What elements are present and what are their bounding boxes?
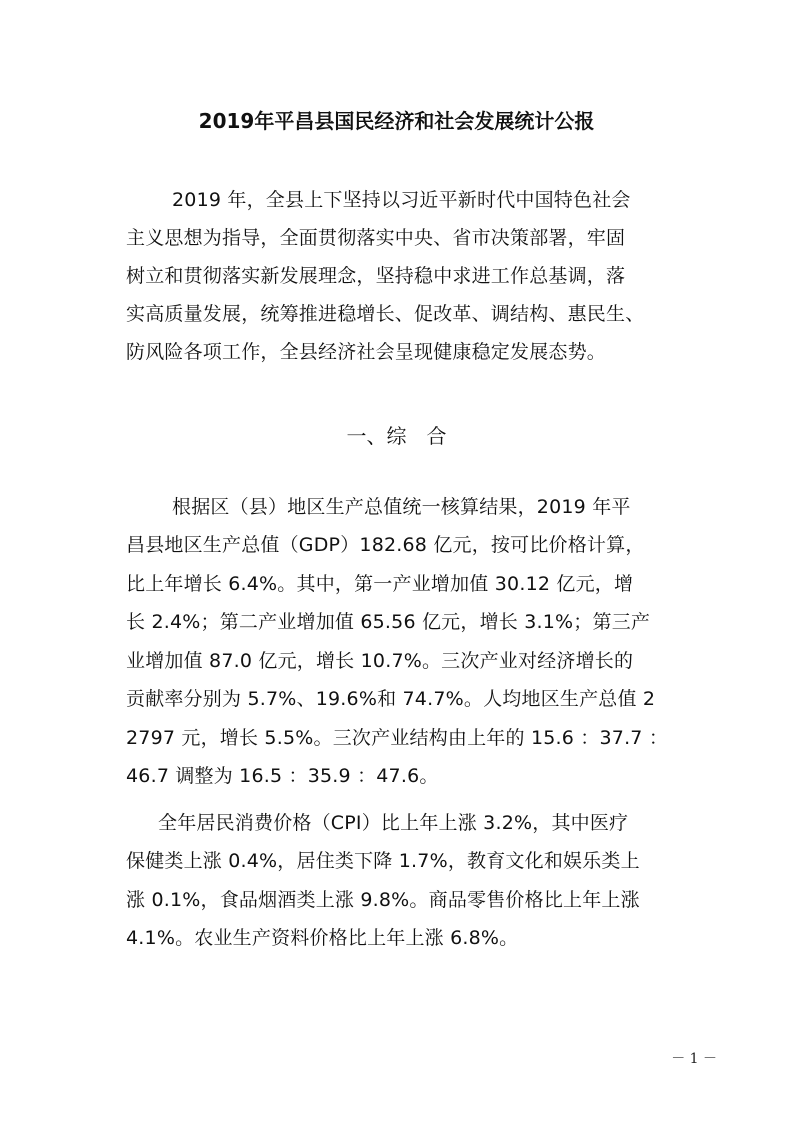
para2-line-1: 全年居民消费价格（CPI）比上年上涨 3.2%，其中医疗 (158, 812, 629, 834)
intro-line-4: 实高质量发展，统筹推进稳增长、促改革、调结构、惠民生、 (126, 303, 645, 325)
page-number: － 1 － (671, 1051, 717, 1067)
para1-line-8: 46.7 调整为 16.5 ：35.9 ：47.6。 (126, 765, 439, 787)
para1-line-6: 贡献率分别为 5.7%、19.6%和 74.7%。人均地区生产总值 2 (126, 688, 656, 710)
document-title: 2019年平昌县国民经济和社会发展统计公报 (198, 109, 595, 133)
para1-line-7: 2797 元，增长 5.5%。三次产业结构由上年的 15.6 ：37.7 ： (126, 727, 669, 749)
para1-line-4: 长 2.4%；第二产业增加值 65.56 亿元，增长 3.1%；第三产 (126, 611, 651, 633)
para1-line-2: 昌县地区生产总值（GDP）182.68 亿元，按可比价格计算， (126, 534, 645, 556)
intro-line-1: 2019 年，全县上下坚持以习近平新时代中国特色社会 (172, 189, 631, 211)
para1-line-3: 比上年增长 6.4%。其中，第一产业增加值 30.12 亿元，增 (126, 573, 634, 595)
intro-line-3: 树立和贯彻落实新发展理念，坚持稳中求进工作总基调，落 (126, 265, 626, 287)
section-heading: 一、综 合 (346, 424, 447, 448)
para2-line-3: 涨 0.1%，食品烟酒类上涨 9.8%。商品零售价格比上年上涨 (126, 889, 640, 911)
para2-line-4: 4.1%。农业生产资料价格比上年上涨 6.8%。 (126, 927, 519, 949)
intro-line-2: 主义思想为指导，全面贯彻落实中央、省市决策部署，牢固 (126, 227, 626, 249)
intro-line-5: 防风险各项工作，全县经济社会呈现健康稳定发展态势。 (126, 341, 607, 363)
para1-line-1: 根据区（县）地区生产总值统一核算结果，2019 年平 (172, 496, 631, 518)
para1-line-5: 业增加值 87.0 亿元，增长 10.7%。三次产业对经济增长的 (126, 650, 634, 672)
para2-line-2: 保健类上涨 0.4%，居住类下降 1.7%，教育文化和娱乐类上 (126, 850, 640, 872)
